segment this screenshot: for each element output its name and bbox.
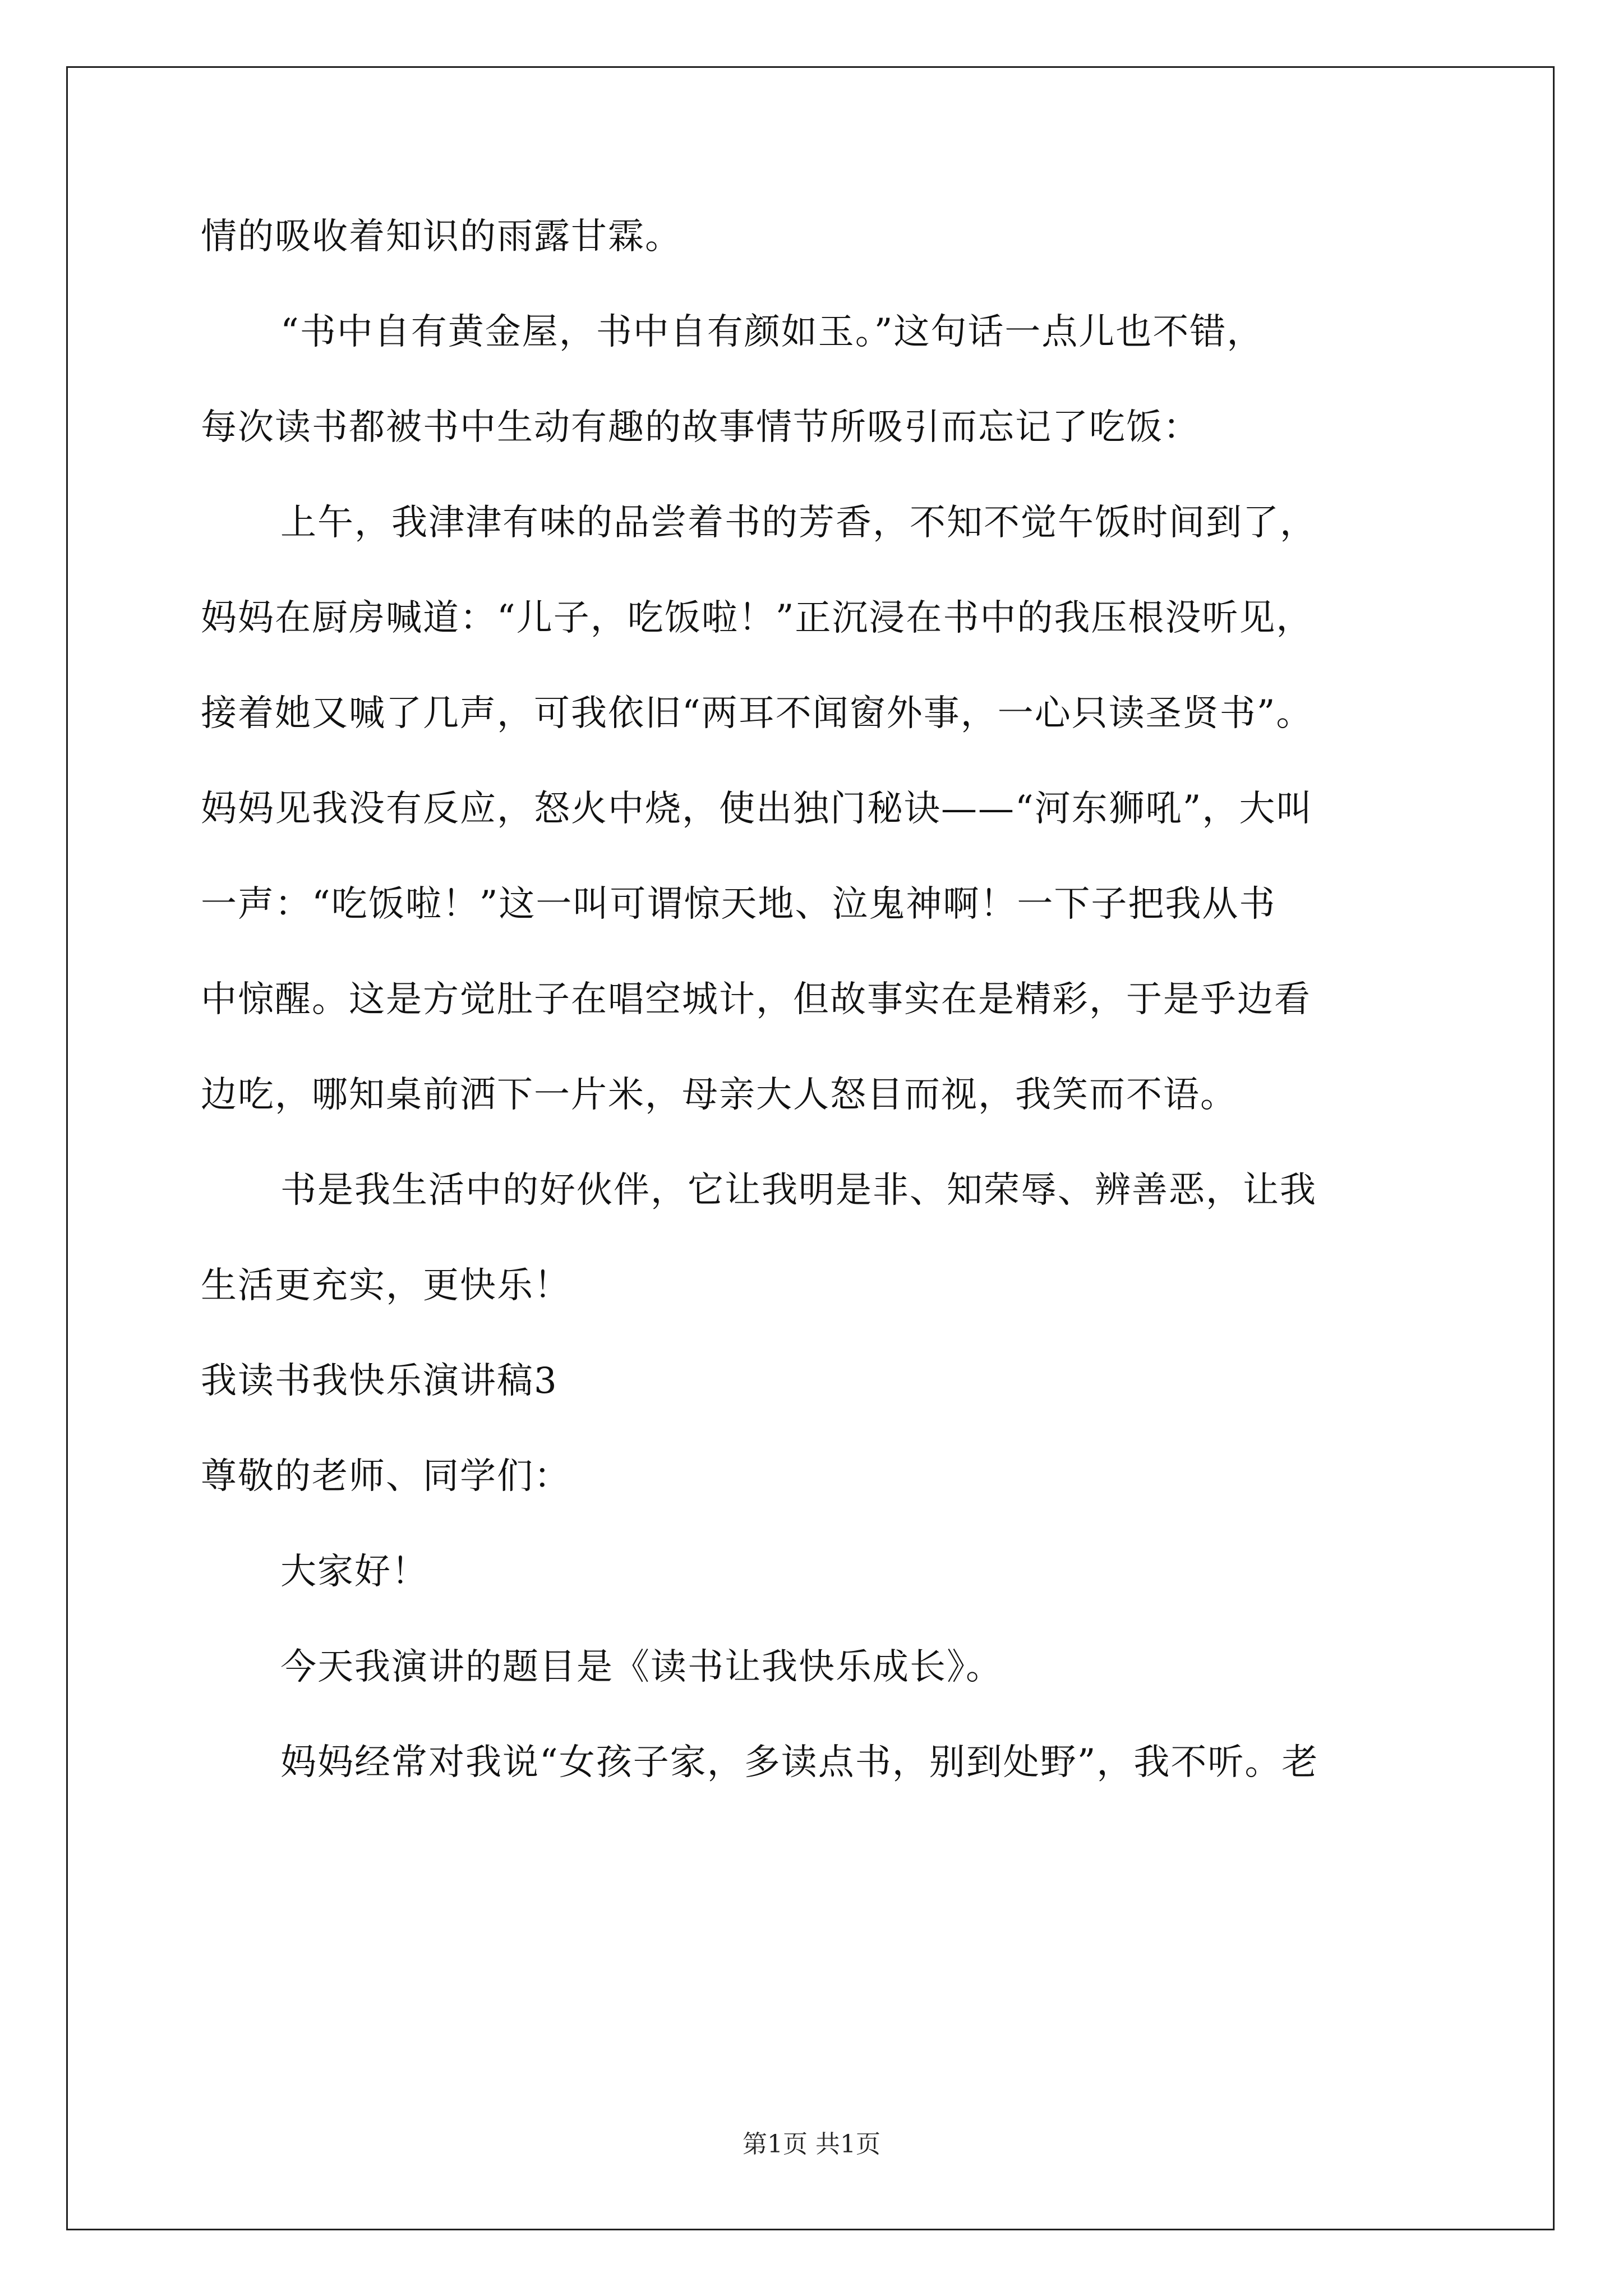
text-line: 今天我演讲的题目是《读书让我快乐成长》。	[280, 1646, 1003, 1688]
section-title: 我读书我快乐演讲稿3	[201, 1360, 558, 1402]
text-line: 书是我生活中的好伙伴，它让我明是非、知荣辱、辨善恶，让我	[280, 1170, 1317, 1211]
text-line: 妈妈经常对我说“女孩子家，多读点书，别到处野”，我不听。老	[280, 1742, 1319, 1783]
text-line: 妈妈在厨房喊道：“儿子，吃饭啦！”正沉浸在书中的我压根没听见，	[201, 597, 1313, 639]
text-line: 一声：“吃饭啦！”这一叫可谓惊天地、泣鬼神啊！一下子把我从书	[201, 884, 1276, 925]
salutation: 尊敬的老师、同学们：	[201, 1456, 571, 1497]
text-line: 妈妈见我没有反应，怒火中烧，使出独门秘诀——“河东狮吼”，大叫	[201, 788, 1313, 830]
text-line: 上午，我津津有味的品尝着书的芳香，不知不觉午饭时间到了，	[280, 502, 1317, 544]
greeting: 大家好！	[280, 1551, 428, 1593]
text-line: 中惊醒。这是方觉肚子在唱空城计，但故事实在是精彩，于是乎边看	[201, 979, 1311, 1020]
text-line: 每次读书都被书中生动有趣的故事情节所吸引而忘记了吃饭：	[201, 407, 1200, 448]
text-line: 情的吸收着知识的雨露甘霖。	[201, 216, 682, 257]
text-line: “书中自有黄金屋，书中自有颜如玉。”这句话一点儿也不错，	[280, 311, 1264, 353]
page-border	[66, 66, 1555, 2230]
text-line: 接着她又喊了几声，可我依旧“两耳不闻窗外事，一心只读圣贤书”。	[201, 693, 1313, 734]
text-line: 生活更充实，更快乐！	[201, 1265, 571, 1306]
text-line: 边吃，哪知桌前洒下一片米，母亲大人怒目而视，我笑而不语。	[201, 1074, 1237, 1116]
page-number-footer: 第1页 共1页	[743, 2130, 880, 2159]
